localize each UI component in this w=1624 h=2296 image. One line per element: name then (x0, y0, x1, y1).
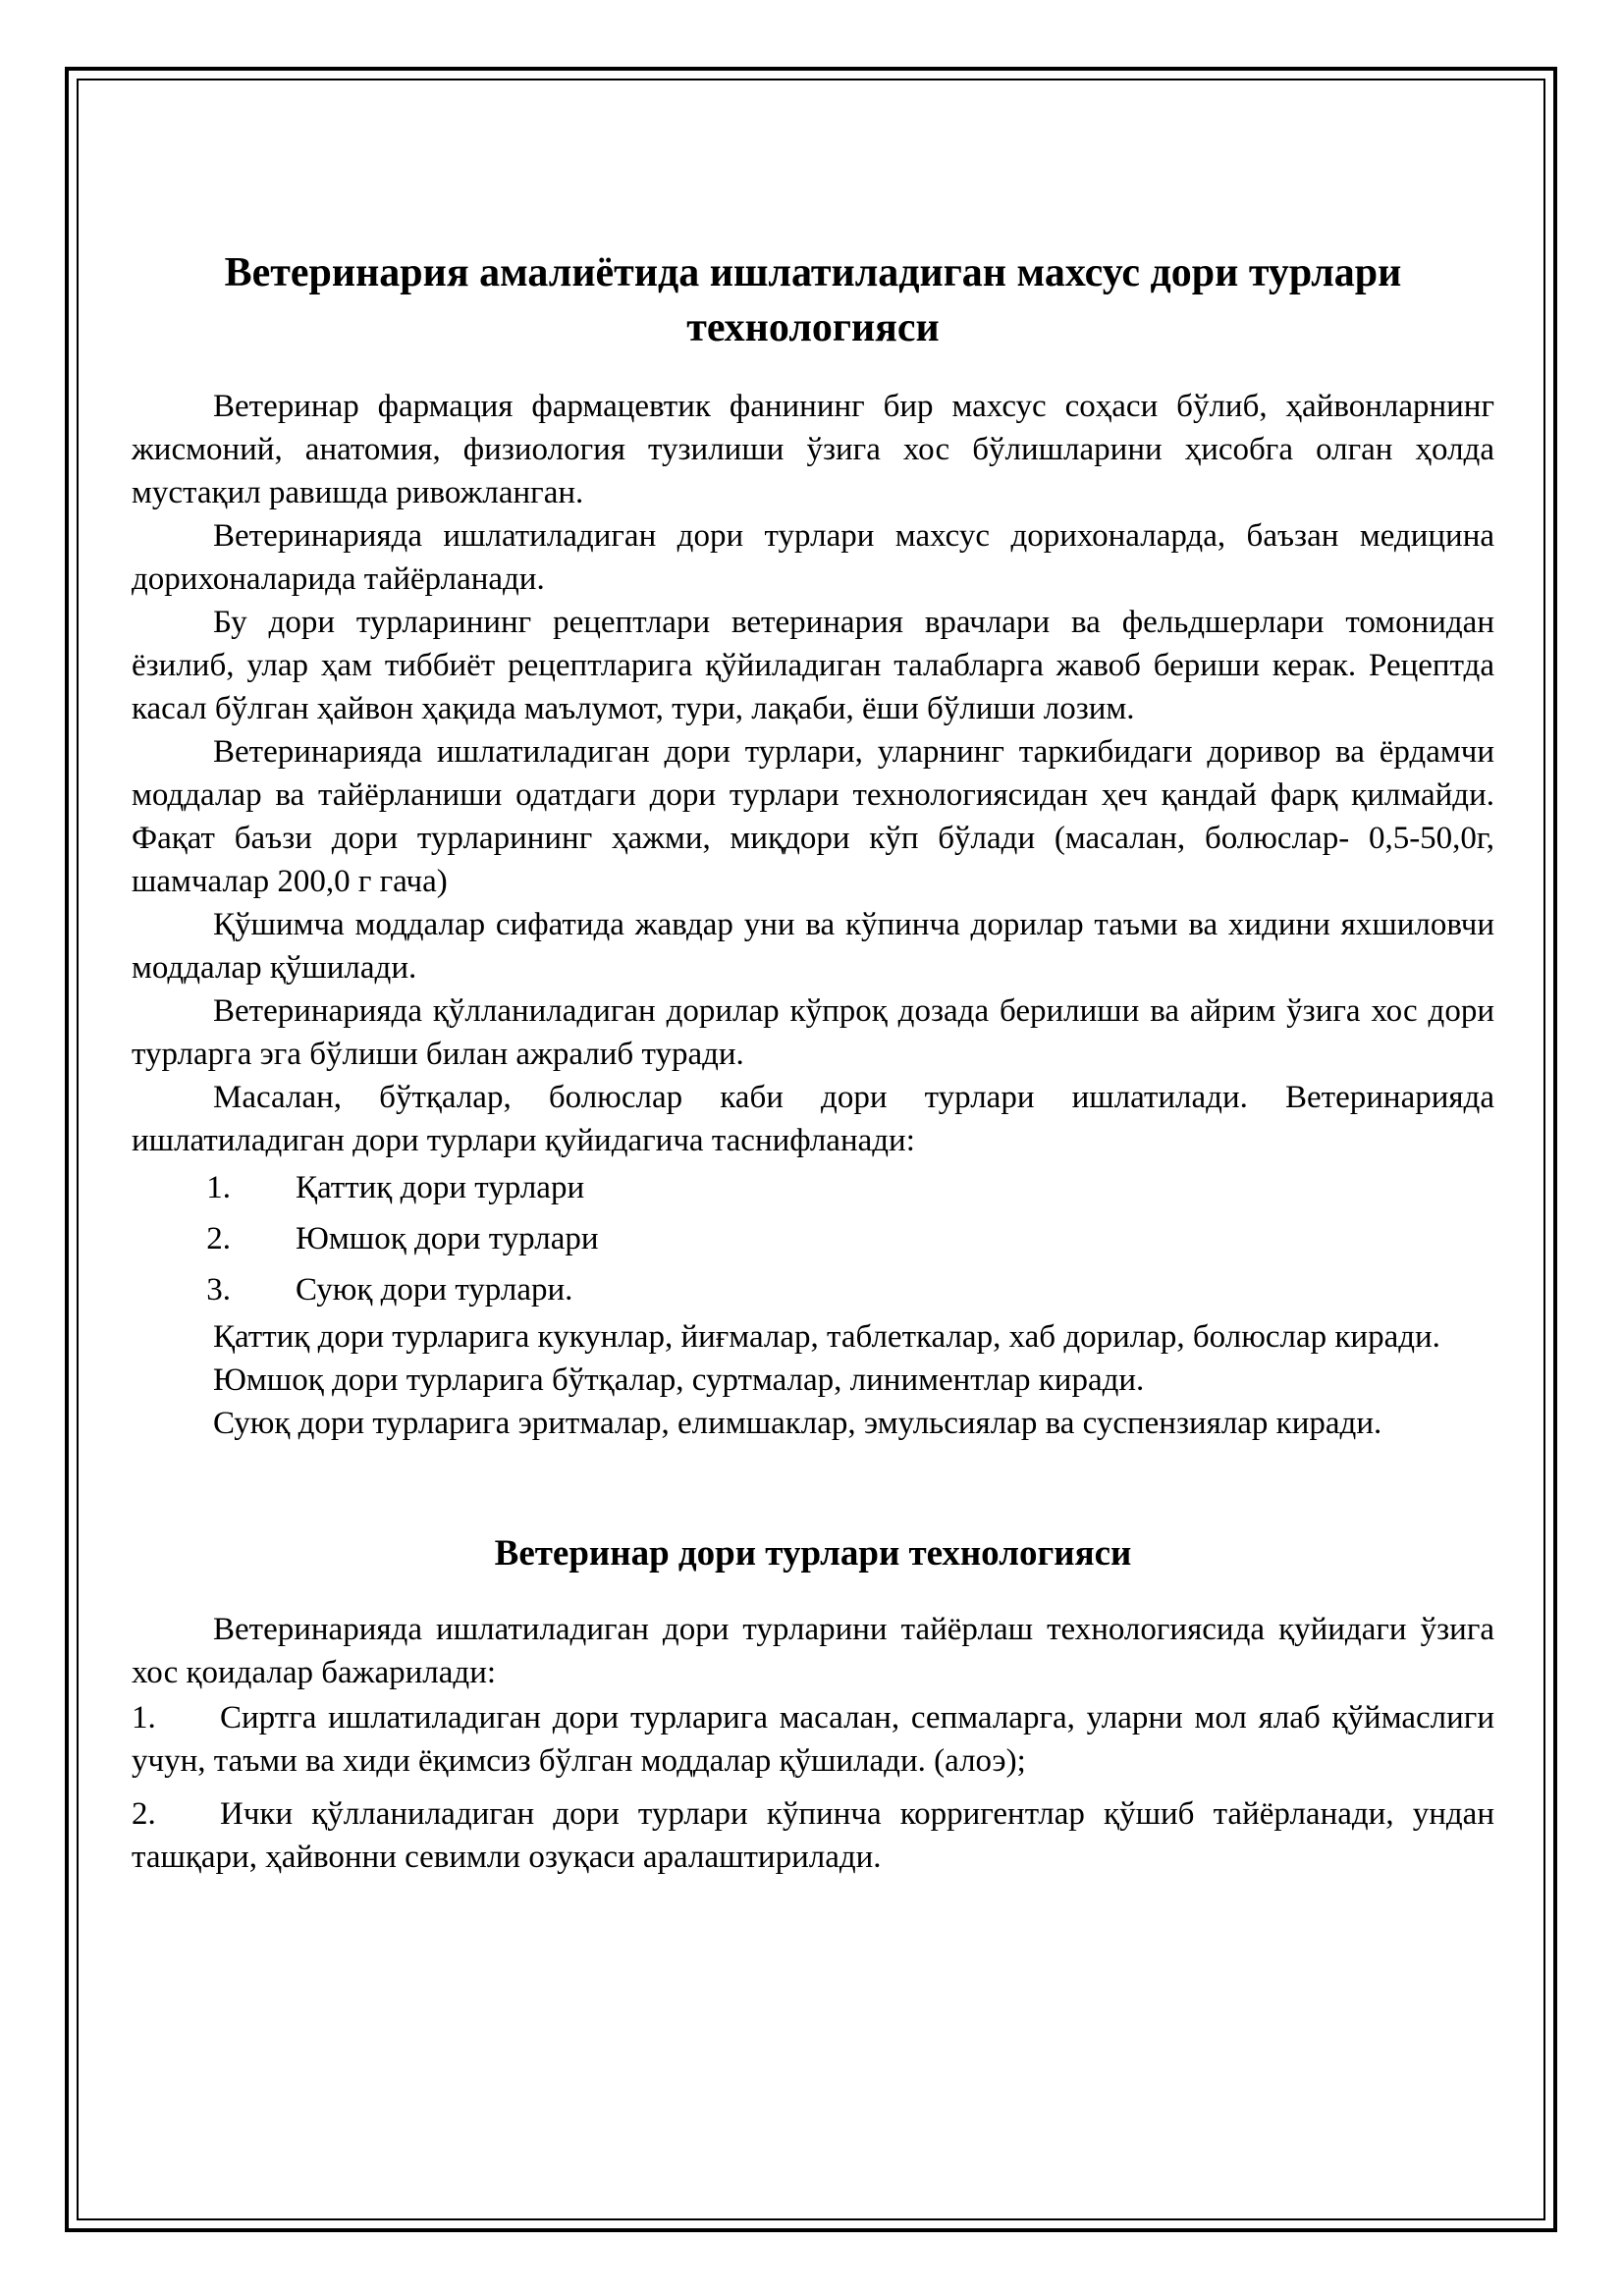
paragraph: Ветеринарияда қўлланиладиган дорилар кўпроқ дозада берилиши ва айрим ўзига хос дори турларга эга бўлиши билан ажралиб туради. (132, 993, 1494, 1072)
section2-body (132, 1608, 1494, 1879)
paragraph: Қўшимча моддалар сифатида жавдар уни ва кўпинча дорилар таъми ва хидини яхшиловчи моддалар қўшилади. (132, 907, 1494, 986)
document-title: Ветеринария амалиётида ишлатиладиган махсус дори турлари технологияси (224, 250, 1402, 350)
list-text: Юмшоқ дори турлари (296, 1221, 599, 1256)
section2-title: Ветеринар дори турлари технологияси (494, 1533, 1132, 1574)
list-item (132, 1162, 1494, 1213)
paragraph: Ветеринарияда ишлатиладиган дори турларини тайёрлаш технологиясида қуйидаги ўзига хос қоидалар бажарилади: (132, 1612, 1494, 1690)
item-number: 1. (132, 1700, 156, 1735)
list-number: 3. (206, 1272, 231, 1308)
item-number: 2. (132, 1796, 156, 1832)
paragraph: Ветеринарияда ишлатиладиган дори турлари махсус дорихоналарда, баъзан медицина дорихоналарида тайёрланади. (132, 518, 1494, 597)
list-text: Суюқ дори турлари. (296, 1272, 573, 1308)
numbered-paragraph (132, 1696, 1494, 1783)
paragraph: Қаттиқ дори турларига кукунлар, йиғмалар, таблеткалар, хаб дорилар, болюслар киради. (213, 1319, 1440, 1355)
list-item (132, 1264, 1494, 1315)
document-content (132, 245, 1494, 1879)
section1-body (132, 385, 1494, 1445)
item-text: Сиртга ишлатиладиган дори турларига масалан, сепмаларга, уларни мол ялаб қўймаслиги учун, таъми ва хиди ёқимсиз бўлган моддалар қўшилади. (алоэ); (132, 1700, 1494, 1779)
paragraph: Юмшоқ дори турларига бўтқалар, суртмалар, линиментлар киради. (213, 1362, 1145, 1398)
paragraph: Ветеринарияда ишлатиладиган дори турлари, уларнинг таркибидаги доривор ва ёрдамчи моддалар ва тайёрланиши одатдаги дори турлари технологиясидан ҳеч қандай фарқ қилмайди. Фақат баъзи дори турларининг ҳажми, миқдори кўп бўлади (масалан, болюслар- 0,5-50,0г, шамчалар 200,0 г гача) (132, 734, 1494, 899)
paragraph: Масалан, бўтқалар, болюслар каби дори турлари ишлатилади. Ветеринарияда ишлатиладиган дори турлари қуйидагича таснифланади: (132, 1080, 1494, 1158)
list-number: 1. (206, 1170, 231, 1205)
list-number: 2. (206, 1221, 231, 1256)
paragraph: Бу дори турларининг рецептлари ветеринария врачлари ва фельдшерлари томонидан ёзилиб, улар ҳам тиббиёт рецептларига қўйиладиган талабларга жавоб бериши керак. Рецептда касал бўлган ҳайвон ҳақида маълумот, тури, лақаби, ёши бўлиши лозим. (132, 605, 1494, 726)
list-text: Қаттиқ дори турлари (296, 1170, 585, 1205)
item-text: Ички қўлланиладиган дори турлари кўпинча корригентлар қўшиб тайёрланади, ундан ташқари, ҳайвонни севимли озуқаси аралаштирилади. (132, 1796, 1494, 1875)
classification-list (132, 1162, 1494, 1315)
paragraph: Суюқ дори турларига эритмалар, елимшаклар, эмульсиялар ва суспензиялар киради. (213, 1406, 1382, 1441)
paragraph: Ветеринар фармация фармацевтик фанининг бир махсус соҳаси бўлиб, ҳайвонларнинг жисмоний, анатомия, физиология тузилиши ўзига хос бўлишларини ҳисобга олган ҳолда мустақил равишда ривожланган. (132, 389, 1494, 510)
list-item (132, 1213, 1494, 1264)
numbered-paragraph (132, 1792, 1494, 1879)
